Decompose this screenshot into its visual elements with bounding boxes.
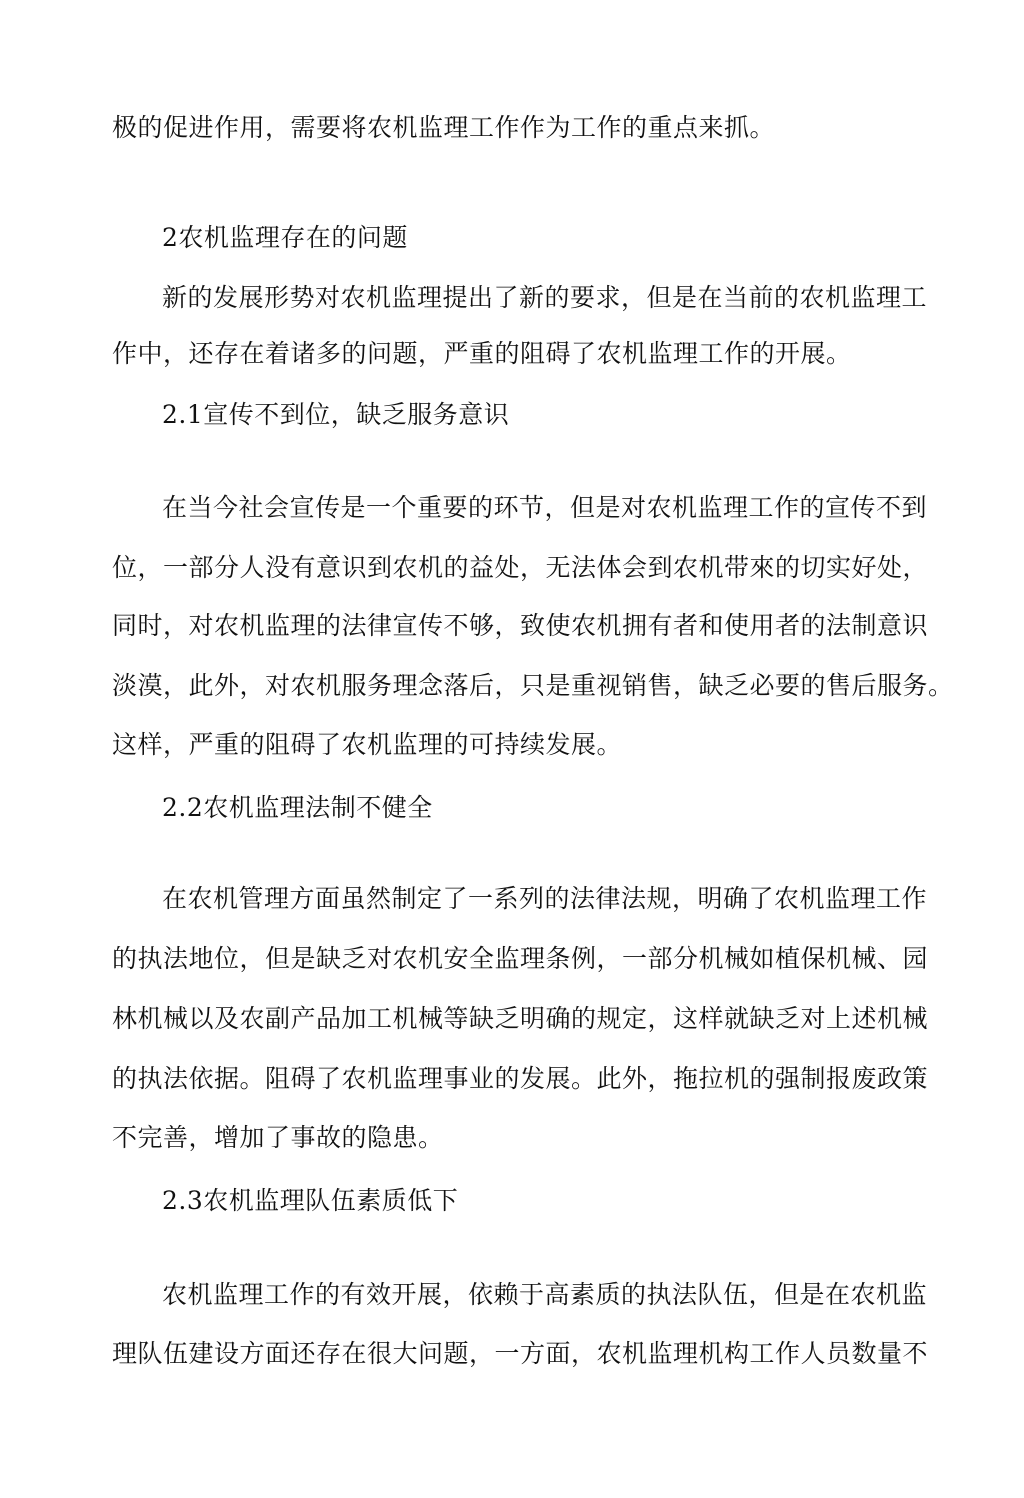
paragraph-line: 农机监理工作的有效开展，依赖于高素质的执法队伍，但是在农机监 [162, 1280, 928, 1309]
subsection-heading: 2.3农机监理队伍素质低下 [162, 1186, 459, 1215]
paragraph-line: 位，一部分人没有意识到农机的益处，无法体会到农机带來的切实好处， [112, 553, 929, 582]
paragraph-line: 不完善，增加了事故的隐患。 [112, 1123, 444, 1152]
subsection-heading: 2.2农机监理法制不健全 [162, 793, 433, 822]
paragraph-line: 这样，严重的阻碍了农机监理的可持续发展。 [112, 730, 623, 759]
paragraph-line: 在当今社会宣传是一个重要的环节，但是对农机监理工作的宣传不到 [162, 493, 928, 522]
section-heading: 2农机监理存在的问题 [162, 223, 408, 252]
paragraph-line: 的执法依据。阻碍了农机监理事业的发展。此外，拖拉机的强制报废政策 [112, 1064, 929, 1093]
paragraph-line: 的执法地位，但是缺乏对农机安全监理条例，一部分机械如植保机械、园 [112, 944, 929, 973]
paragraph-line: 作中，还存在着诸多的问题，严重的阻碍了农机监理工作的开展。 [112, 339, 852, 368]
paragraph-line: 理队伍建设方面还存在很大问题，一方面，农机监理机构工作人员数量不 [112, 1339, 929, 1368]
paragraph-line: 新的发展形势对农机监理提出了新的要求，但是在当前的农机监理工 [162, 283, 928, 312]
paragraph-line: 林机械以及农副产品加工机械等缺乏明确的规定，这样就缺乏对上述机械 [112, 1004, 929, 1033]
paragraph-line: 极的促进作用，需要将农机监理工作作为工作的重点来抓。 [112, 113, 776, 142]
subsection-heading: 2.1宣传不到位，缺乏服务意识 [162, 400, 510, 429]
paragraph-line: 淡漠，此外，对农机服务理念落后，只是重视销售，缺乏必要的售后服务。 [112, 671, 954, 700]
paragraph-line: 在农机管理方面虽然制定了一系列的法律法规，明确了农机监理工作 [162, 884, 928, 913]
paragraph-line: 同时，对农机监理的法律宣传不够，致使农机拥有者和使用者的法制意识 [112, 611, 929, 640]
